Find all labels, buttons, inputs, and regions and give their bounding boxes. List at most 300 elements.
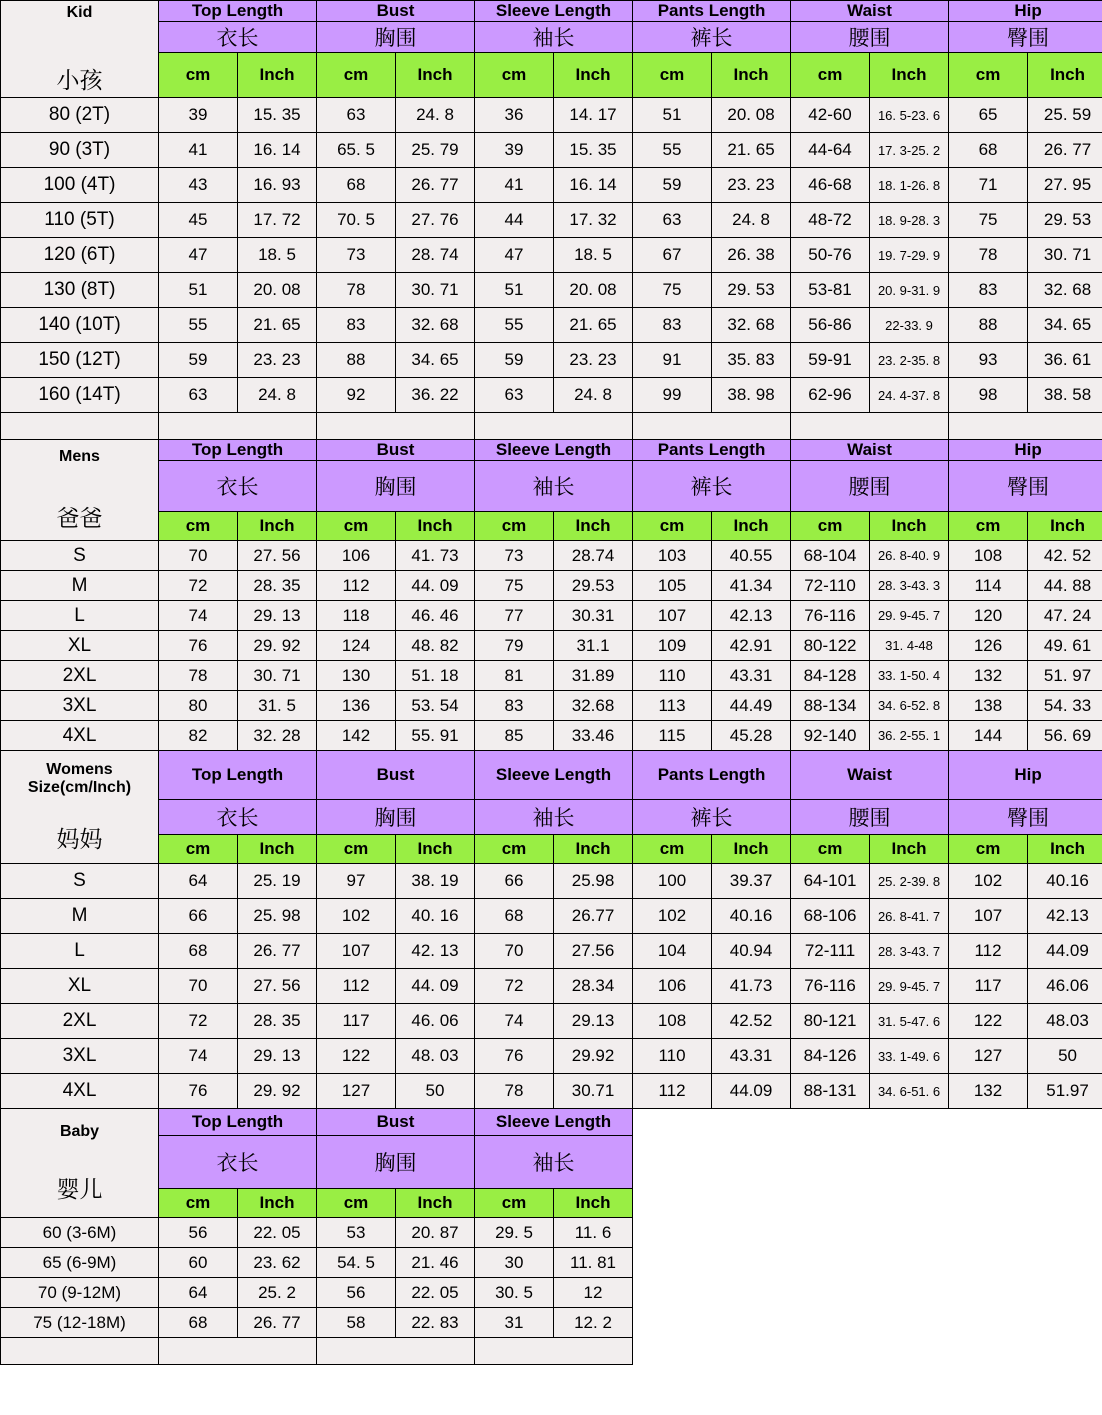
- womens-unit-inch-hip: Inch: [1028, 835, 1102, 864]
- womens-pl-in: 44.09: [712, 1074, 791, 1109]
- mens-col-pants-length: Pants Length: [633, 440, 791, 461]
- womens-hip-cm: 127: [949, 1039, 1028, 1074]
- kid-waist-cm: 62-96: [791, 378, 870, 413]
- kid-col-pants-length: Pants Length: [633, 1, 791, 22]
- baby-tl-cm: 56: [159, 1218, 238, 1248]
- mens-col-sleeve-length: Sleeve Length: [475, 440, 633, 461]
- womens-sl-in: 27.56: [554, 934, 633, 969]
- mens-unit-inch-sl: Inch: [554, 512, 633, 541]
- table-row: [1, 661, 1102, 691]
- mens-tl-in: 28. 35: [238, 571, 317, 601]
- kid-hip-in: 36. 61: [1028, 343, 1102, 378]
- kid-unit-cm-bust: cm: [317, 53, 396, 98]
- kid-pl-cm: 67: [633, 238, 712, 273]
- kid-label-cn: 小孩: [56, 66, 103, 93]
- womens-hip-cm: 112: [949, 934, 1028, 969]
- baby-tl-in: 25. 2: [238, 1278, 317, 1308]
- mens-unit-cm-bust: cm: [317, 512, 396, 541]
- womens-hip-in: 46.06: [1028, 969, 1102, 1004]
- womens-tl-in: 28. 35: [238, 1004, 317, 1039]
- kid-tl-cm: 63: [159, 378, 238, 413]
- mens-tl-cm: 76: [159, 631, 238, 661]
- kid-pl-in: 26. 38: [712, 238, 791, 273]
- kid-sl-cm: 59: [475, 343, 554, 378]
- kid-unit-inch-waist: Inch: [870, 53, 949, 98]
- mens-unit-cm-sl: cm: [475, 512, 554, 541]
- womens-row-size: M: [1, 899, 159, 934]
- womens-hip-cm: 122: [949, 1004, 1028, 1039]
- mens-hip-in: 49. 61: [1028, 631, 1102, 661]
- kid-row-size: 100 (4T): [1, 168, 159, 203]
- mens-tl-in: 27. 56: [238, 541, 317, 571]
- baby-empty-area: [633, 1248, 1102, 1278]
- kid-label-en: Kid: [66, 3, 93, 21]
- kid-waist-in: 16. 5-23. 6: [870, 98, 949, 133]
- spacer-cell: [159, 413, 317, 440]
- kid-hip-cm: 88: [949, 308, 1028, 343]
- womens-unit-cm-pl: cm: [633, 835, 712, 864]
- womens-col-sleeve-length-cn: 袖长: [475, 800, 633, 835]
- table-row: [1, 308, 1102, 343]
- womens-waist-in: 25. 2-39. 8: [870, 864, 949, 899]
- baby-sl-in: 11. 6: [554, 1218, 633, 1248]
- kid-tl-in: 24. 8: [238, 378, 317, 413]
- kid-bust-in: 25. 79: [396, 133, 475, 168]
- womens-waist-in: 33. 1-49. 6: [870, 1039, 949, 1074]
- kid-bust-cm: 78: [317, 273, 396, 308]
- kid-col-waist: Waist: [791, 1, 949, 22]
- kid-tl-in: 20. 08: [238, 273, 317, 308]
- mens-row-size: M: [1, 571, 159, 601]
- mens-col-top-length-cn: 衣长: [159, 461, 317, 512]
- kid-hip-in: 38. 58: [1028, 378, 1102, 413]
- spacer-cell: [159, 1338, 317, 1365]
- table-row: [1, 631, 1102, 661]
- mens-sl-in: 30.31: [554, 601, 633, 631]
- mens-col-top-length: Top Length: [159, 440, 317, 461]
- kid-waist-cm: 50-76: [791, 238, 870, 273]
- kid-pl-in: 23. 23: [712, 168, 791, 203]
- kid-tl-cm: 41: [159, 133, 238, 168]
- mens-hip-cm: 138: [949, 691, 1028, 721]
- womens-tl-in: 26. 77: [238, 934, 317, 969]
- mens-sl-in: 31.89: [554, 661, 633, 691]
- womens-waist-cm: 64-101: [791, 864, 870, 899]
- baby-tl-cm: 64: [159, 1278, 238, 1308]
- womens-tl-cm: 76: [159, 1074, 238, 1109]
- womens-tl-cm: 64: [159, 864, 238, 899]
- baby-spacer-row: [1, 1338, 1102, 1365]
- kid-row-size: 110 (5T): [1, 203, 159, 238]
- mens-sl-cm: 79: [475, 631, 554, 661]
- kid-unit-inch-hip: Inch: [1028, 53, 1102, 98]
- mens-pl-cm: 109: [633, 631, 712, 661]
- table-row: [1, 168, 1102, 203]
- kid-unit-inch-tl: Inch: [238, 53, 317, 98]
- womens-hip-in: 48.03: [1028, 1004, 1102, 1039]
- mens-bust-in: 55. 91: [396, 721, 475, 751]
- kid-row-size: 120 (6T): [1, 238, 159, 273]
- kid-waist-in: 19. 7-29. 9: [870, 238, 949, 273]
- womens-row-size: 2XL: [1, 1004, 159, 1039]
- kid-hip-cm: 83: [949, 273, 1028, 308]
- mens-waist-in: 26. 8-40. 9: [870, 541, 949, 571]
- mens-bust-cm: 142: [317, 721, 396, 751]
- kid-pl-in: 38. 98: [712, 378, 791, 413]
- kid-col-hip: Hip: [949, 1, 1102, 22]
- kid-bust-in: 30. 71: [396, 273, 475, 308]
- kid-col-hip-cn: 臀围: [949, 22, 1102, 53]
- womens-waist-cm: 80-121: [791, 1004, 870, 1039]
- womens-tl-cm: 68: [159, 934, 238, 969]
- kid-unit-cm-sl: cm: [475, 53, 554, 98]
- womens-sl-in: 25.98: [554, 864, 633, 899]
- kid-pl-cm: 55: [633, 133, 712, 168]
- womens-waist-cm: 68-106: [791, 899, 870, 934]
- mens-pl-cm: 113: [633, 691, 712, 721]
- baby-sl-in: 12. 2: [554, 1308, 633, 1338]
- womens-waist-in: 34. 6-51. 6: [870, 1074, 949, 1109]
- spacer-cell: [1, 413, 159, 440]
- baby-empty-area: [633, 1136, 1102, 1189]
- mens-waist-cm: 76-116: [791, 601, 870, 631]
- mens-waist-cm: 68-104: [791, 541, 870, 571]
- spacer-cell: [317, 413, 475, 440]
- kid-bust-in: 32. 68: [396, 308, 475, 343]
- baby-row-size: 75 (12-18M): [1, 1308, 159, 1338]
- womens-tl-in: 29. 92: [238, 1074, 317, 1109]
- mens-unit-inch-waist: Inch: [870, 512, 949, 541]
- womens-row-size: S: [1, 864, 159, 899]
- mens-waist-in: 28. 3-43. 3: [870, 571, 949, 601]
- womens-col-top-length: Top Length: [159, 751, 317, 800]
- kid-col-bust: Bust: [317, 1, 475, 22]
- mens-unit-cm-waist: cm: [791, 512, 870, 541]
- womens-tl-in: 29. 13: [238, 1039, 317, 1074]
- baby-sl-cm: 30: [475, 1248, 554, 1278]
- baby-bust-cm: 54. 5: [317, 1248, 396, 1278]
- womens-pl-in: 42.52: [712, 1004, 791, 1039]
- baby-unit-inch-bust: Inch: [396, 1189, 475, 1218]
- table-row: [1, 98, 1102, 133]
- womens-sl-in: 26.77: [554, 899, 633, 934]
- mens-unit-inch-tl: Inch: [238, 512, 317, 541]
- table-row: [1, 1074, 1102, 1109]
- womens-col-bust: Bust: [317, 751, 475, 800]
- mens-waist-cm: 88-134: [791, 691, 870, 721]
- womens-sl-cm: 76: [475, 1039, 554, 1074]
- womens-label-cn: 妈妈: [56, 825, 103, 852]
- kid-sl-in: 24. 8: [554, 378, 633, 413]
- mens-hip-in: 51. 97: [1028, 661, 1102, 691]
- womens-bust-cm: 97: [317, 864, 396, 899]
- mens-bust-cm: 118: [317, 601, 396, 631]
- baby-unit-cm-bust: cm: [317, 1189, 396, 1218]
- mens-tl-in: 30. 71: [238, 661, 317, 691]
- mens-row-size: XL: [1, 631, 159, 661]
- baby-empty-area: [633, 1109, 1102, 1136]
- womens-unit-cm-sl: cm: [475, 835, 554, 864]
- kid-header-row-units: [1, 53, 1102, 98]
- womens-hip-in: 42.13: [1028, 899, 1102, 934]
- womens-bust-cm: 117: [317, 1004, 396, 1039]
- mens-col-hip: Hip: [949, 440, 1102, 461]
- kid-waist-in: 22-33. 9: [870, 308, 949, 343]
- womens-unit-cm-tl: cm: [159, 835, 238, 864]
- mens-sl-in: 29.53: [554, 571, 633, 601]
- womens-hip-cm: 102: [949, 864, 1028, 899]
- baby-bust-in: 20. 87: [396, 1218, 475, 1248]
- kid-col-top-length: Top Length: [159, 1, 317, 22]
- womens-hip-in: 50: [1028, 1039, 1102, 1074]
- kid-hip-in: 26. 77: [1028, 133, 1102, 168]
- kid-hip-in: 29. 53: [1028, 203, 1102, 238]
- baby-header-row-cn: [1, 1136, 1102, 1189]
- mens-waist-cm: 80-122: [791, 631, 870, 661]
- baby-bust-cm: 53: [317, 1218, 396, 1248]
- mens-hip-cm: 120: [949, 601, 1028, 631]
- mens-tl-in: 31. 5: [238, 691, 317, 721]
- kid-tl-cm: 43: [159, 168, 238, 203]
- table-row: [1, 1278, 1102, 1308]
- mens-col-hip-cn: 臀围: [949, 461, 1102, 512]
- table-row: [1, 571, 1102, 601]
- mens-tl-in: 29. 13: [238, 601, 317, 631]
- kid-sl-in: 14. 17: [554, 98, 633, 133]
- womens-waist-cm: 84-126: [791, 1039, 870, 1074]
- womens-col-bust-cn: 胸围: [317, 800, 475, 835]
- womens-pl-cm: 110: [633, 1039, 712, 1074]
- baby-empty-area: [633, 1218, 1102, 1248]
- kid-unit-inch-pl: Inch: [712, 53, 791, 98]
- kid-tl-in: 15. 35: [238, 98, 317, 133]
- kid-hip-in: 32. 68: [1028, 273, 1102, 308]
- kid-col-pants-length-cn: 裤长: [633, 22, 791, 53]
- table-row: [1, 378, 1102, 413]
- womens-pl-cm: 106: [633, 969, 712, 1004]
- womens-sl-in: 29.92: [554, 1039, 633, 1074]
- mens-bust-in: 48. 82: [396, 631, 475, 661]
- kid-unit-inch-bust: Inch: [396, 53, 475, 98]
- mens-bust-in: 44. 09: [396, 571, 475, 601]
- mens-bust-cm: 136: [317, 691, 396, 721]
- kid-bust-cm: 68: [317, 168, 396, 203]
- womens-bust-cm: 112: [317, 969, 396, 1004]
- mens-hip-cm: 126: [949, 631, 1028, 661]
- womens-waist-cm: 88-131: [791, 1074, 870, 1109]
- kid-header-row-en: [1, 1, 1102, 22]
- womens-col-waist: Waist: [791, 751, 949, 800]
- womens-pl-in: 41.73: [712, 969, 791, 1004]
- womens-unit-cm-hip: cm: [949, 835, 1028, 864]
- womens-col-pants-length: Pants Length: [633, 751, 791, 800]
- spacer-cell: [949, 413, 1102, 440]
- mens-tl-cm: 80: [159, 691, 238, 721]
- baby-header-row-en: [1, 1109, 1102, 1136]
- baby-unit-cm-sl: cm: [475, 1189, 554, 1218]
- womens-waist-in: 26. 8-41. 7: [870, 899, 949, 934]
- baby-col-top-length: Top Length: [159, 1109, 317, 1136]
- mens-bust-in: 41. 73: [396, 541, 475, 571]
- kid-unit-cm-waist: cm: [791, 53, 870, 98]
- womens-hip-in: 51.97: [1028, 1074, 1102, 1109]
- womens-bust-in: 46. 06: [396, 1004, 475, 1039]
- baby-sl-cm: 30. 5: [475, 1278, 554, 1308]
- kid-col-bust-cn: 胸围: [317, 22, 475, 53]
- spacer-cell: [791, 413, 949, 440]
- mens-pl-cm: 110: [633, 661, 712, 691]
- kid-sl-cm: 47: [475, 238, 554, 273]
- womens-tl-cm: 72: [159, 1004, 238, 1039]
- table-row: [1, 273, 1102, 308]
- spacer-cell: [475, 1338, 633, 1365]
- womens-sl-in: 29.13: [554, 1004, 633, 1039]
- kid-tl-cm: 59: [159, 343, 238, 378]
- womens-hip-in: 40.16: [1028, 864, 1102, 899]
- womens-row-size: XL: [1, 969, 159, 1004]
- kid-row-size: 130 (8T): [1, 273, 159, 308]
- table-row: [1, 133, 1102, 168]
- table-row: [1, 1248, 1102, 1278]
- kid-hip-cm: 98: [949, 378, 1028, 413]
- kid-unit-cm-tl: cm: [159, 53, 238, 98]
- kid-pl-cm: 83: [633, 308, 712, 343]
- womens-hip-cm: 107: [949, 899, 1028, 934]
- womens-bust-in: 40. 16: [396, 899, 475, 934]
- baby-bust-in: 21. 46: [396, 1248, 475, 1278]
- baby-sl-in: 12: [554, 1278, 633, 1308]
- mens-hip-cm: 114: [949, 571, 1028, 601]
- womens-pl-cm: 112: [633, 1074, 712, 1109]
- womens-sl-in: 28.34: [554, 969, 633, 1004]
- table-row: [1, 969, 1102, 1004]
- kid-waist-cm: 56-86: [791, 308, 870, 343]
- mens-waist-in: 29. 9-45. 7: [870, 601, 949, 631]
- mens-pl-in: 41.34: [712, 571, 791, 601]
- kid-waist-cm: 59-91: [791, 343, 870, 378]
- baby-tl-cm: 68: [159, 1308, 238, 1338]
- mens-sl-cm: 77: [475, 601, 554, 631]
- womens-tl-cm: 66: [159, 899, 238, 934]
- kid-col-top-length-cn: 衣长: [159, 22, 317, 53]
- kid-hip-cm: 93: [949, 343, 1028, 378]
- mens-hip-in: 47. 24: [1028, 601, 1102, 631]
- mens-pl-in: 42.13: [712, 601, 791, 631]
- kid-sl-in: 20. 08: [554, 273, 633, 308]
- baby-unit-cm-tl: cm: [159, 1189, 238, 1218]
- mens-unit-cm-tl: cm: [159, 512, 238, 541]
- kid-sl-in: 16. 14: [554, 168, 633, 203]
- womens-row-size: 3XL: [1, 1039, 159, 1074]
- kid-sl-cm: 63: [475, 378, 554, 413]
- mens-pl-cm: 103: [633, 541, 712, 571]
- kid-sl-in: 18. 5: [554, 238, 633, 273]
- spacer-cell: [475, 413, 633, 440]
- womens-pl-in: 39.37: [712, 864, 791, 899]
- kid-sl-cm: 41: [475, 168, 554, 203]
- kid-bust-cm: 65. 5: [317, 133, 396, 168]
- mens-waist-in: 36. 2-55. 1: [870, 721, 949, 751]
- womens-col-waist-cn: 腰围: [791, 800, 949, 835]
- mens-corner-label: [1, 440, 159, 541]
- kid-unit-inch-sl: Inch: [554, 53, 633, 98]
- kid-bust-in: 36. 22: [396, 378, 475, 413]
- table-row: [1, 864, 1102, 899]
- mens-col-bust-cn: 胸围: [317, 461, 475, 512]
- womens-pl-cm: 102: [633, 899, 712, 934]
- womens-sl-in: 30.71: [554, 1074, 633, 1109]
- mens-tl-cm: 74: [159, 601, 238, 631]
- baby-label-cn: 婴儿: [56, 1175, 103, 1202]
- kid-waist-in: 18. 9-28. 3: [870, 203, 949, 238]
- kid-pl-in: 29. 53: [712, 273, 791, 308]
- mens-tl-cm: 72: [159, 571, 238, 601]
- kid-hip-in: 27. 95: [1028, 168, 1102, 203]
- kid-pl-cm: 59: [633, 168, 712, 203]
- womens-bust-cm: 122: [317, 1039, 396, 1074]
- kid-bust-cm: 70. 5: [317, 203, 396, 238]
- mens-pl-in: 43.31: [712, 661, 791, 691]
- mens-col-pants-length-cn: 裤长: [633, 461, 791, 512]
- kid-tl-in: 16. 93: [238, 168, 317, 203]
- baby-tl-cm: 60: [159, 1248, 238, 1278]
- kid-pl-in: 24. 8: [712, 203, 791, 238]
- baby-bust-in: 22. 05: [396, 1278, 475, 1308]
- womens-col-hip: Hip: [949, 751, 1102, 800]
- kid-tl-in: 23. 23: [238, 343, 317, 378]
- table-row: [1, 1308, 1102, 1338]
- kid-row-size: 160 (14T): [1, 378, 159, 413]
- womens-waist-in: 31. 5-47. 6: [870, 1004, 949, 1039]
- mens-row-size: 2XL: [1, 661, 159, 691]
- table-row: [1, 238, 1102, 273]
- baby-corner-label: [1, 1109, 159, 1218]
- baby-bust-in: 22. 83: [396, 1308, 475, 1338]
- kid-bust-in: 28. 74: [396, 238, 475, 273]
- mens-label-cn: 爸爸: [56, 504, 103, 531]
- kid-tl-cm: 39: [159, 98, 238, 133]
- womens-waist-cm: 72-111: [791, 934, 870, 969]
- womens-pl-cm: 108: [633, 1004, 712, 1039]
- womens-bust-in: 38. 19: [396, 864, 475, 899]
- womens-row-size: 4XL: [1, 1074, 159, 1109]
- mens-row-size: S: [1, 541, 159, 571]
- mens-waist-cm: 72-110: [791, 571, 870, 601]
- kid-hip-cm: 68: [949, 133, 1028, 168]
- kid-tl-in: 21. 65: [238, 308, 317, 343]
- mens-waist-cm: 92-140: [791, 721, 870, 751]
- kid-bust-cm: 88: [317, 343, 396, 378]
- womens-bust-cm: 102: [317, 899, 396, 934]
- baby-row-size: 70 (9-12M): [1, 1278, 159, 1308]
- mens-hip-in: 54. 33: [1028, 691, 1102, 721]
- womens-pl-in: 40.16: [712, 899, 791, 934]
- baby-col-bust-cn: 胸围: [317, 1136, 475, 1189]
- baby-row-size: 65 (6-9M): [1, 1248, 159, 1278]
- baby-unit-inch-tl: Inch: [238, 1189, 317, 1218]
- mens-col-bust: Bust: [317, 440, 475, 461]
- womens-sl-cm: 74: [475, 1004, 554, 1039]
- womens-header-row-units: [1, 835, 1102, 864]
- baby-header-row-units: [1, 1189, 1102, 1218]
- baby-tl-in: 26. 77: [238, 1308, 317, 1338]
- mens-unit-inch-hip: Inch: [1028, 512, 1102, 541]
- mens-pl-in: 40.55: [712, 541, 791, 571]
- mens-hip-in: 42. 52: [1028, 541, 1102, 571]
- kid-sl-in: 21. 65: [554, 308, 633, 343]
- womens-tl-cm: 74: [159, 1039, 238, 1074]
- womens-pl-cm: 104: [633, 934, 712, 969]
